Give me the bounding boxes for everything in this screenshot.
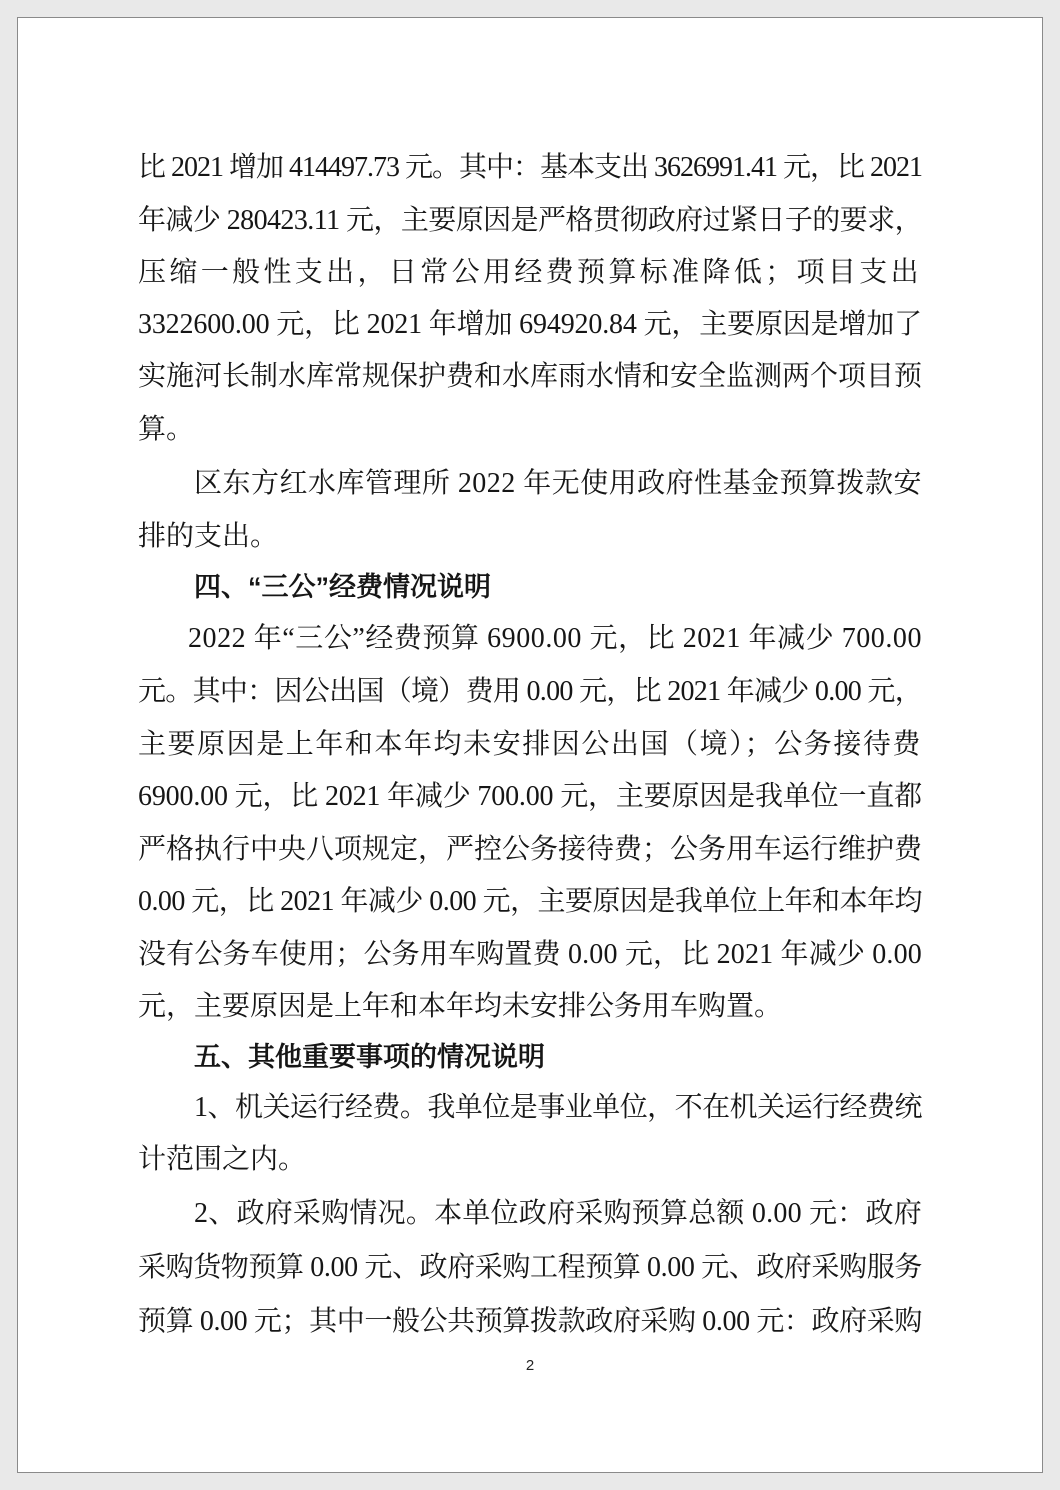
text-line: 严格执行中央八项规定，严控公务接待费；公务用车运行维护费 bbox=[138, 834, 922, 865]
text-line: 采购货物预算 0.00 元、政府采购工程预算 0.00 元、政府采购服务 bbox=[138, 1252, 922, 1283]
text-line: 排的支出。 bbox=[138, 521, 279, 552]
text-line: 2022 年“三公”经费预算 6900.00 元，比 2021 年减少 700.00 bbox=[188, 623, 922, 654]
text-line: 压缩一般性支出，日常公用经费预算标准降低；项目支出 bbox=[138, 257, 922, 288]
text-line: 比 2021 增加 414497.73 元。其中：基本支出 3626991.41 元，比 2021 bbox=[138, 152, 922, 183]
text-line: 算。 bbox=[138, 414, 195, 445]
text-line: 实施河长制水库常规保护费和水库雨水情和安全监测两个项目预 bbox=[138, 361, 922, 392]
text-line: 1、机关运行经费。我单位是事业单位，不在机关运行经费统 bbox=[194, 1092, 922, 1123]
text-line: 预算 0.00 元；其中一般公共预算拨款政府采购 0.00 元：政府采购 bbox=[138, 1306, 922, 1337]
text-line: 元。其中：因公出国（境）费用 0.00 元，比 2021 年减少 0.00 元， bbox=[138, 676, 922, 707]
text-line: 2、政府采购情况。本单位政府采购预算总额 0.00 元：政府 bbox=[194, 1198, 922, 1229]
text-line: 没有公务车使用；公务用车购置费 0.00 元，比 2021 年减少 0.00 bbox=[138, 939, 922, 970]
section-heading: 四、“三公”经费情况说明 bbox=[194, 572, 491, 602]
page-number: 2 bbox=[525, 1357, 535, 1374]
section-heading: 五、其他重要事项的情况说明 bbox=[194, 1042, 545, 1072]
text-line: 0.00 元，比 2021 年减少 0.00 元，主要原因是我单位上年和本年均 bbox=[138, 886, 922, 917]
text-line: 3322600.00 元，比 2021 年增加 694920.84 元，主要原因是增加了 bbox=[138, 309, 922, 340]
text-line: 区东方红水库管理所 2022 年无使用政府性基金预算拨款安 bbox=[194, 468, 922, 499]
text-line: 年减少 280423.11 元，主要原因是严格贯彻政府过紧日子的要求， bbox=[138, 205, 922, 236]
text-line: 计范围之内。 bbox=[138, 1144, 307, 1175]
text-line: 主要原因是上年和本年均未安排因公出国（境）；公务接待费 bbox=[138, 729, 922, 760]
text-line: 元，主要原因是上年和本年均未安排公务用车购置。 bbox=[138, 991, 783, 1022]
text-line: 6900.00 元，比 2021 年减少 700.00 元，主要原因是我单位一直都 bbox=[138, 781, 922, 812]
